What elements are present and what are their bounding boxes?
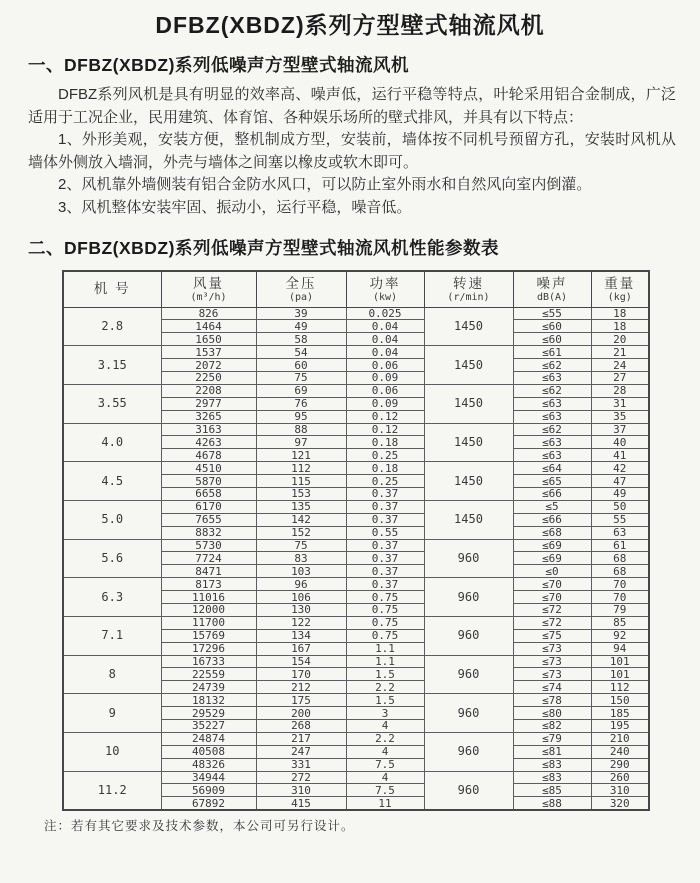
total-pressure-cell: 112: [256, 462, 346, 475]
rotation-speed-cell: 1450: [424, 423, 513, 462]
noise-cell: ≤62: [513, 423, 591, 436]
total-pressure-cell: 175: [256, 694, 346, 707]
header-row: [63, 271, 649, 307]
table-row: [63, 539, 649, 552]
air-volume-cell: 4510: [161, 462, 256, 475]
noise-cell: ≤63: [513, 397, 591, 410]
noise-cell: ≤72: [513, 603, 591, 616]
total-pressure-column-header: [256, 271, 346, 307]
power-cell: 0.75: [346, 603, 424, 616]
power-cell: 0.25: [346, 449, 424, 462]
air-volume-cell: 2977: [161, 397, 256, 410]
noise-cell: ≤69: [513, 552, 591, 565]
total-pressure-cell: 106: [256, 591, 346, 604]
total-pressure-cell: 75: [256, 371, 346, 384]
noise-cell: ≤55: [513, 307, 591, 320]
noise-cell: ≤80: [513, 707, 591, 720]
header-unit: (r/min): [447, 291, 490, 303]
noise-cell: ≤73: [513, 668, 591, 681]
noise-cell: ≤0: [513, 565, 591, 578]
air-volume-cell: 8173: [161, 578, 256, 591]
total-pressure-cell: 167: [256, 642, 346, 655]
header-unit: (kw): [372, 291, 398, 303]
noise-cell: ≤63: [513, 410, 591, 423]
table-row: [63, 423, 649, 436]
air-volume-cell: 3163: [161, 423, 256, 436]
fan-size-cell: 3.15: [63, 346, 161, 385]
noise-cell: ≤79: [513, 732, 591, 745]
fan-size-cell: 5.0: [63, 500, 161, 539]
air-volume-cell: 7724: [161, 552, 256, 565]
air-volume-cell: 1464: [161, 320, 256, 333]
total-pressure-cell: 121: [256, 449, 346, 462]
fan-size-column-header: [63, 271, 161, 307]
air-volume-cell: 29529: [161, 707, 256, 720]
footnote: 注：若有其它要求及技术参数，本公司可另行设计。: [44, 819, 355, 834]
air-volume-cell: 2072: [161, 359, 256, 372]
air-volume-cell: 3265: [161, 410, 256, 423]
noise-cell: ≤61: [513, 346, 591, 359]
noise-cell: ≤72: [513, 616, 591, 629]
noise-cell: ≤70: [513, 578, 591, 591]
total-pressure-cell: 134: [256, 629, 346, 642]
table-row: [63, 578, 649, 591]
power-cell: 0.04: [346, 320, 424, 333]
air-volume-cell: 12000: [161, 603, 256, 616]
power-cell: 0.06: [346, 384, 424, 397]
table-row: [63, 500, 649, 513]
noise-cell: ≤73: [513, 655, 591, 668]
feature-point-2: 2、风机靠外墙侧装有铝合金防水风口，可以防止室外雨水和自然风向室内倒灌。: [58, 176, 592, 193]
weight-cell: 185: [591, 707, 649, 720]
noise-cell: ≤62: [513, 359, 591, 372]
air-volume-cell: 15769: [161, 629, 256, 642]
fan-size-cell: 6.3: [63, 578, 161, 617]
rotation-speed-cell: 960: [424, 655, 513, 694]
air-volume-cell: 4263: [161, 436, 256, 449]
air-volume-cell: 67892: [161, 797, 256, 810]
total-pressure-cell: 58: [256, 333, 346, 346]
total-pressure-cell: 135: [256, 500, 346, 513]
noise-cell: ≤63: [513, 371, 591, 384]
weight-cell: 94: [591, 642, 649, 655]
table-row: [63, 694, 649, 707]
noise-cell: ≤81: [513, 745, 591, 758]
weight-cell: 50: [591, 500, 649, 513]
noise-cell: ≤82: [513, 720, 591, 733]
feature-point-3: 3、风机整体安装牢固、振动小，运行平稳，噪音低。: [58, 198, 412, 216]
rotation-speed-cell: 1450: [424, 500, 513, 539]
power-cell: 0.37: [346, 565, 424, 578]
performance-table-header: [63, 271, 649, 307]
fan-size-cell: 9: [63, 694, 161, 733]
noise-cell: ≤5: [513, 500, 591, 513]
power-cell: 0.025: [346, 307, 424, 320]
total-pressure-cell: 247: [256, 745, 346, 758]
section2-heading: 二、DFBZ(XBDZ)系列低噪声方型壁式轴流风机性能参数表: [28, 238, 499, 258]
air-volume-cell: 22559: [161, 668, 256, 681]
total-pressure-cell: 415: [256, 797, 346, 810]
air-volume-cell: 4678: [161, 449, 256, 462]
noise-cell: ≤73: [513, 642, 591, 655]
weight-cell: 27: [591, 371, 649, 384]
noise-cell: ≤74: [513, 681, 591, 694]
power-cell: 0.12: [346, 423, 424, 436]
power-cell: 0.37: [346, 578, 424, 591]
noise-cell: ≤63: [513, 449, 591, 462]
weight-cell: 310: [591, 784, 649, 797]
rotation-speed-cell: 1450: [424, 307, 513, 346]
air-volume-column-header: [161, 271, 256, 307]
feature-point-1: 1、外形美观，安装方便，整机制成方型，安装前，墙体按不同机号预留方孔，安装时风机从墙体外侧放入墙洞，外壳与墙体之间塞以橡皮或软木即可。: [28, 131, 676, 171]
air-volume-cell: 16733: [161, 655, 256, 668]
noise-column-header: [513, 271, 591, 307]
noise-cell: ≤78: [513, 694, 591, 707]
noise-cell: ≤66: [513, 513, 591, 526]
power-cell: 1.1: [346, 642, 424, 655]
noise-cell: ≤88: [513, 797, 591, 810]
power-cell: 0.55: [346, 526, 424, 539]
noise-cell: ≤66: [513, 487, 591, 500]
weight-cell: 55: [591, 513, 649, 526]
weight-cell: 210: [591, 732, 649, 745]
total-pressure-cell: 170: [256, 668, 346, 681]
weight-cell: 85: [591, 616, 649, 629]
power-cell: 0.12: [346, 410, 424, 423]
header-unit: (kg): [607, 291, 632, 303]
weight-cell: 101: [591, 668, 649, 681]
total-pressure-cell: 331: [256, 758, 346, 771]
power-cell: 4: [346, 771, 424, 784]
weight-cell: 70: [591, 591, 649, 604]
weight-cell: 20: [591, 333, 649, 346]
header-label: 重量: [604, 275, 636, 291]
section1-heading: 一、DFBZ(XBDZ)系列低噪声方型壁式轴流风机: [28, 55, 409, 75]
header-label: 转速: [453, 275, 484, 291]
power-cell: 0.75: [346, 591, 424, 604]
weight-cell: 31: [591, 397, 649, 410]
power-cell: 0.37: [346, 487, 424, 500]
weight-cell: 18: [591, 320, 649, 333]
weight-cell: 79: [591, 603, 649, 616]
rotation-speed-cell: 960: [424, 539, 513, 578]
weight-cell: 47: [591, 475, 649, 488]
weight-cell: 320: [591, 797, 649, 810]
air-volume-cell: 5870: [161, 475, 256, 488]
table-row: [63, 462, 649, 475]
weight-cell: 112: [591, 681, 649, 694]
power-cell: 1.5: [346, 694, 424, 707]
total-pressure-cell: 217: [256, 732, 346, 745]
noise-cell: ≤63: [513, 436, 591, 449]
power-cell: 7.5: [346, 784, 424, 797]
header-label: 风量: [193, 275, 224, 291]
power-cell: 2.2: [346, 681, 424, 694]
total-pressure-cell: 200: [256, 707, 346, 720]
total-pressure-cell: 212: [256, 681, 346, 694]
air-volume-cell: 2208: [161, 384, 256, 397]
header-unit: (pa): [288, 291, 314, 303]
weight-cell: 68: [591, 552, 649, 565]
air-volume-cell: 17296: [161, 642, 256, 655]
total-pressure-cell: 96: [256, 578, 346, 591]
air-volume-cell: 1537: [161, 346, 256, 359]
power-cell: 4: [346, 720, 424, 733]
power-cell: 0.18: [346, 462, 424, 475]
power-cell: 0.25: [346, 475, 424, 488]
power-column-header: [346, 271, 424, 307]
weight-cell: 290: [591, 758, 649, 771]
power-cell: 0.09: [346, 371, 424, 384]
total-pressure-cell: 152: [256, 526, 346, 539]
header-unit: (m³/h): [190, 291, 227, 303]
rotation-speed-cell: 960: [424, 694, 513, 733]
noise-cell: ≤68: [513, 526, 591, 539]
power-cell: 2.2: [346, 732, 424, 745]
weight-cell: 28: [591, 384, 649, 397]
table-row: [63, 732, 649, 745]
total-pressure-cell: 122: [256, 616, 346, 629]
noise-cell: ≤69: [513, 539, 591, 552]
weight-cell: 150: [591, 694, 649, 707]
power-cell: 0.04: [346, 333, 424, 346]
fan-size-cell: 5.6: [63, 539, 161, 578]
fan-size-cell: 2.8: [63, 307, 161, 346]
total-pressure-cell: 268: [256, 720, 346, 733]
total-pressure-cell: 39: [256, 307, 346, 320]
weight-cell: 70: [591, 578, 649, 591]
fan-size-cell: 7.1: [63, 616, 161, 655]
power-cell: 4: [346, 745, 424, 758]
table-row: [63, 346, 649, 359]
weight-cell: 37: [591, 423, 649, 436]
fan-size-cell: 8: [63, 655, 161, 694]
weight-cell: 42: [591, 462, 649, 475]
power-cell: 0.37: [346, 552, 424, 565]
power-cell: 0.75: [346, 616, 424, 629]
weight-column-header: [591, 271, 649, 307]
rotation-speed-cell: 1450: [424, 462, 513, 501]
header-label: 全压: [285, 275, 317, 291]
total-pressure-cell: 54: [256, 346, 346, 359]
noise-cell: ≤83: [513, 758, 591, 771]
total-pressure-cell: 115: [256, 475, 346, 488]
air-volume-cell: 11016: [161, 591, 256, 604]
air-volume-cell: 24874: [161, 732, 256, 745]
power-cell: 3: [346, 707, 424, 720]
noise-cell: ≤75: [513, 629, 591, 642]
noise-cell: ≤64: [513, 462, 591, 475]
noise-cell: ≤65: [513, 475, 591, 488]
total-pressure-cell: 310: [256, 784, 346, 797]
table-row: [63, 771, 649, 784]
total-pressure-cell: 97: [256, 436, 346, 449]
total-pressure-cell: 60: [256, 359, 346, 372]
header-unit: dB(A): [536, 291, 568, 303]
weight-cell: 68: [591, 565, 649, 578]
air-volume-cell: 8832: [161, 526, 256, 539]
rotation-speed-cell: 960: [424, 578, 513, 617]
table-row: [63, 307, 649, 320]
power-cell: 0.06: [346, 359, 424, 372]
rotation-speed-cell: 960: [424, 771, 513, 810]
performance-table: [62, 270, 650, 811]
rotation-speed-cell: 960: [424, 732, 513, 771]
weight-cell: 260: [591, 771, 649, 784]
total-pressure-cell: 75: [256, 539, 346, 552]
air-volume-cell: 2250: [161, 371, 256, 384]
table-row: [63, 655, 649, 668]
air-volume-cell: 18132: [161, 694, 256, 707]
noise-cell: ≤83: [513, 771, 591, 784]
table-row: [63, 616, 649, 629]
weight-cell: 195: [591, 720, 649, 733]
power-cell: 0.37: [346, 500, 424, 513]
weight-cell: 63: [591, 526, 649, 539]
page-title: DFBZ(XBDZ)系列方型壁式轴流风机: [155, 12, 545, 38]
fan-size-cell: 11.2: [63, 771, 161, 810]
air-volume-cell: 34944: [161, 771, 256, 784]
total-pressure-cell: 154: [256, 655, 346, 668]
rotation-speed-cell: 1450: [424, 346, 513, 385]
power-cell: 0.37: [346, 513, 424, 526]
total-pressure-cell: 103: [256, 565, 346, 578]
total-pressure-cell: 95: [256, 410, 346, 423]
total-pressure-cell: 83: [256, 552, 346, 565]
air-volume-cell: 1650: [161, 333, 256, 346]
noise-cell: ≤62: [513, 384, 591, 397]
header-label: 噪声: [536, 275, 568, 291]
air-volume-cell: 7655: [161, 513, 256, 526]
header-label: 功率: [369, 275, 401, 291]
power-cell: 0.75: [346, 629, 424, 642]
power-cell: 0.09: [346, 397, 424, 410]
air-volume-cell: 56909: [161, 784, 256, 797]
power-cell: 7.5: [346, 758, 424, 771]
total-pressure-cell: 88: [256, 423, 346, 436]
weight-cell: 41: [591, 449, 649, 462]
header-label: 机 号: [93, 281, 131, 297]
power-cell: 1.5: [346, 668, 424, 681]
total-pressure-cell: 153: [256, 487, 346, 500]
weight-cell: 61: [591, 539, 649, 552]
weight-cell: 49: [591, 487, 649, 500]
weight-cell: 101: [591, 655, 649, 668]
noise-cell: ≤60: [513, 320, 591, 333]
weight-cell: 18: [591, 307, 649, 320]
air-volume-cell: 35227: [161, 720, 256, 733]
total-pressure-cell: 69: [256, 384, 346, 397]
total-pressure-cell: 76: [256, 397, 346, 410]
air-volume-cell: 24739: [161, 681, 256, 694]
total-pressure-cell: 272: [256, 771, 346, 784]
rotation-speed-column-header: [424, 271, 513, 307]
fan-size-cell: 3.55: [63, 384, 161, 423]
fan-size-cell: 4.5: [63, 462, 161, 501]
performance-table-body: [63, 307, 649, 810]
air-volume-cell: 8471: [161, 565, 256, 578]
air-volume-cell: 826: [161, 307, 256, 320]
noise-cell: ≤60: [513, 333, 591, 346]
fan-size-cell: 4.0: [63, 423, 161, 462]
noise-cell: ≤85: [513, 784, 591, 797]
power-cell: 0.18: [346, 436, 424, 449]
rotation-speed-cell: 1450: [424, 384, 513, 423]
air-volume-cell: 6658: [161, 487, 256, 500]
fan-size-cell: 10: [63, 732, 161, 771]
air-volume-cell: 6170: [161, 500, 256, 513]
weight-cell: 35: [591, 410, 649, 423]
power-cell: 0.37: [346, 539, 424, 552]
total-pressure-cell: 142: [256, 513, 346, 526]
weight-cell: 24: [591, 359, 649, 372]
power-cell: 11: [346, 797, 424, 810]
total-pressure-cell: 130: [256, 603, 346, 616]
weight-cell: 40: [591, 436, 649, 449]
power-cell: 1.1: [346, 655, 424, 668]
air-volume-cell: 11700: [161, 616, 256, 629]
weight-cell: 92: [591, 629, 649, 642]
air-volume-cell: 40508: [161, 745, 256, 758]
noise-cell: ≤70: [513, 591, 591, 604]
air-volume-cell: 48326: [161, 758, 256, 771]
weight-cell: 240: [591, 745, 649, 758]
rotation-speed-cell: 960: [424, 616, 513, 655]
air-volume-cell: 5730: [161, 539, 256, 552]
total-pressure-cell: 49: [256, 320, 346, 333]
section1-intro: DFBZ系列风机是具有明显的效率高、噪声低，运行平稳等特点，叶轮采用铝合金制成，广泛适用于工况企业，民用建筑、体育馆、各种娱乐场所的壁式排风，并具有以下特点：: [28, 86, 676, 126]
weight-cell: 21: [591, 346, 649, 359]
table-row: [63, 384, 649, 397]
power-cell: 0.04: [346, 346, 424, 359]
